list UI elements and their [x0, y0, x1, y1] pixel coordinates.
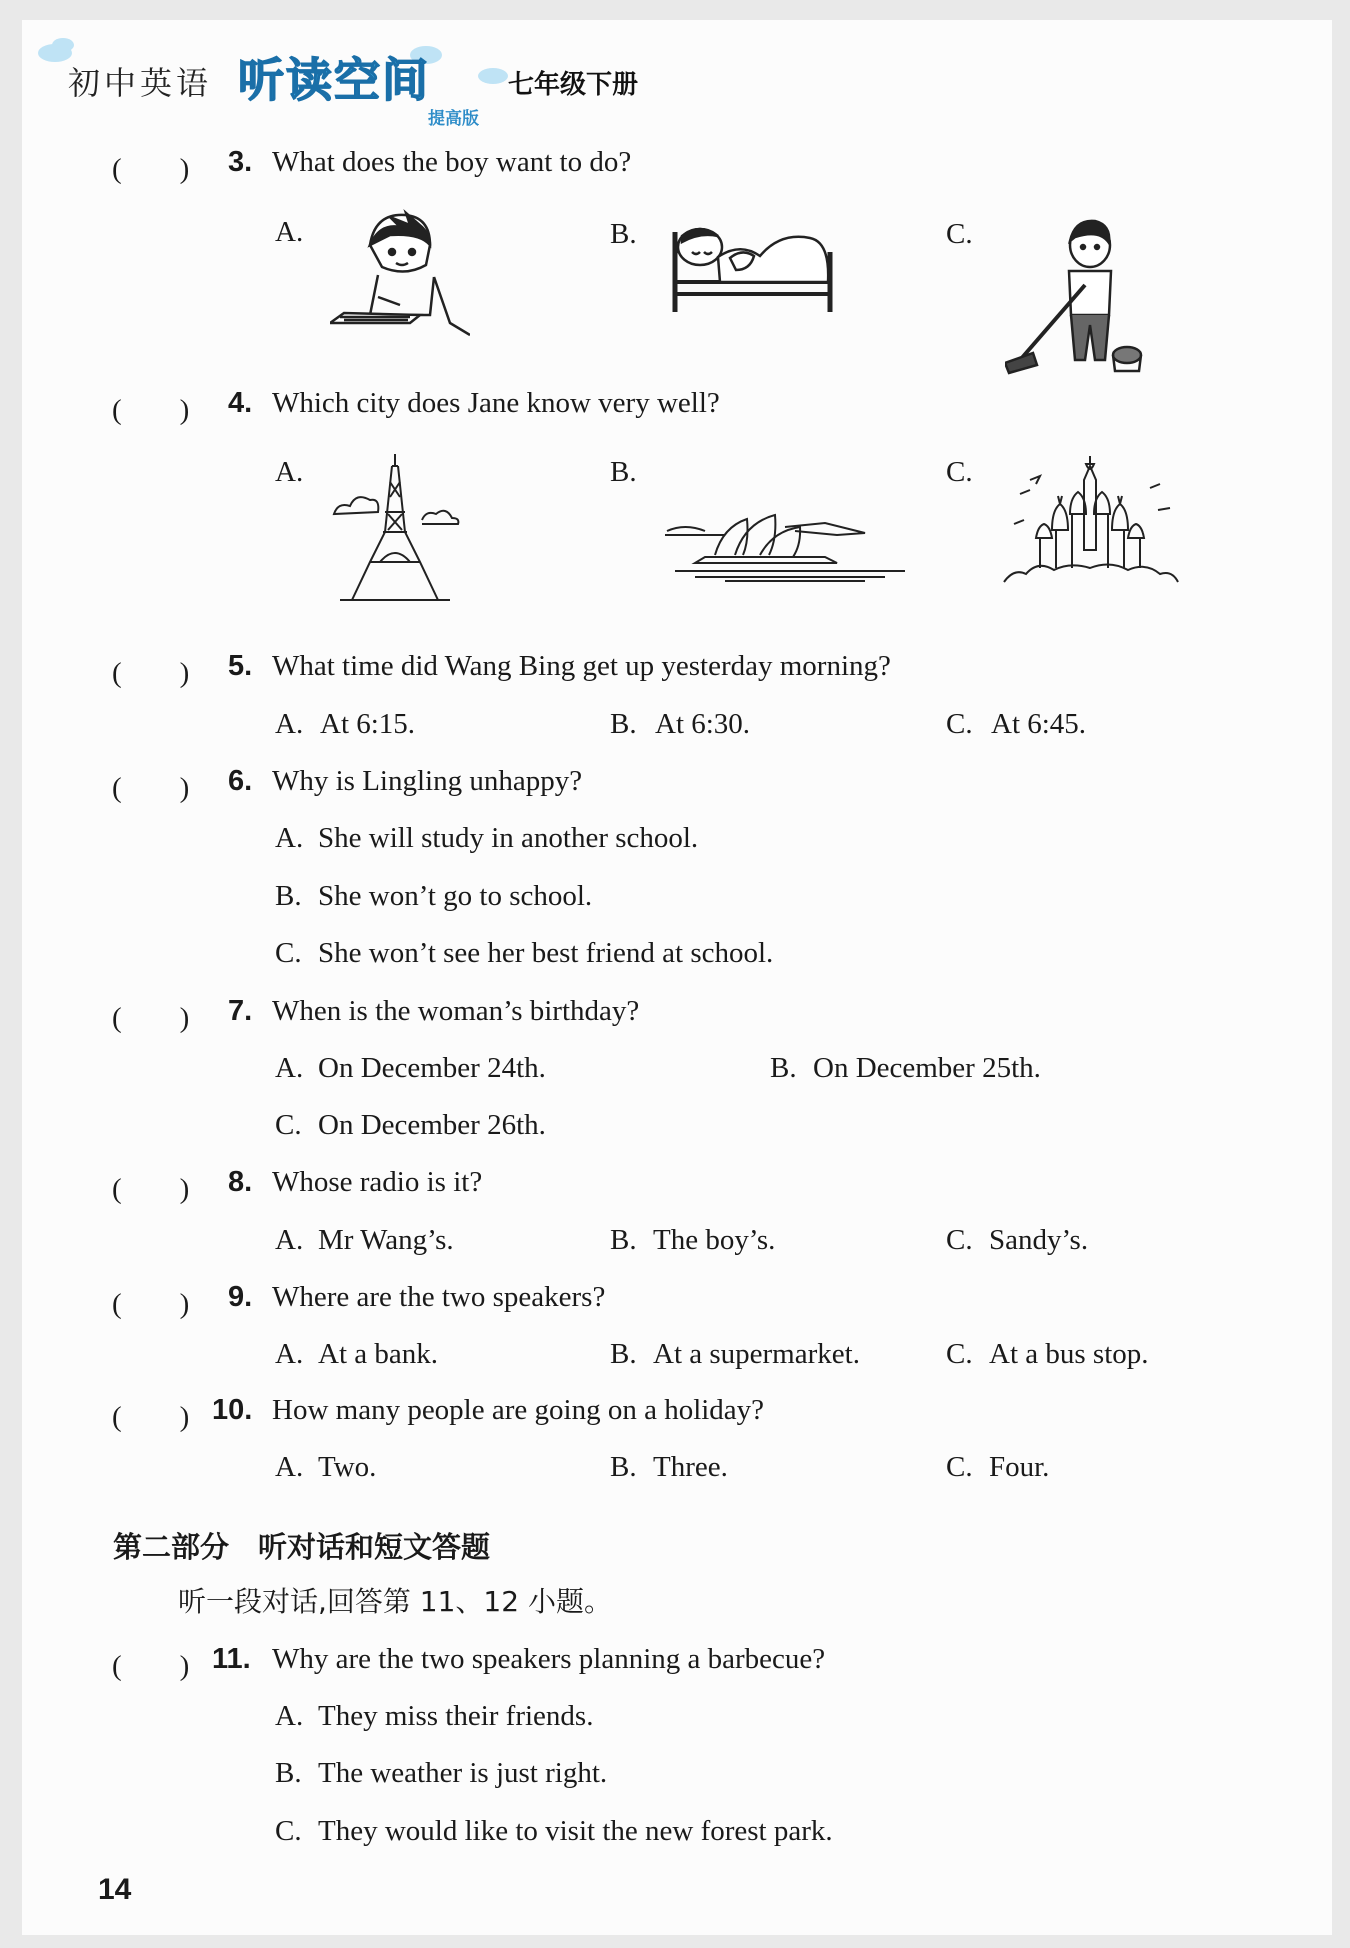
option-text[interactable]: The boy’s.	[653, 1224, 776, 1256]
option-text[interactable]: Three.	[653, 1451, 728, 1483]
option-text[interactable]: At a bank.	[318, 1338, 438, 1370]
option-label: C.	[946, 1224, 973, 1256]
option-text[interactable]: On December 24th.	[318, 1052, 546, 1084]
option-label: C.	[946, 456, 973, 488]
question-text: Where are the two speakers?	[272, 1281, 606, 1313]
option-label: A.	[275, 1700, 304, 1732]
section-instruction: 听一段对话,回答第 11、12 小题。	[178, 1585, 612, 1618]
answer-blank[interactable]: ( )	[112, 1002, 190, 1034]
option-label: B.	[610, 1451, 637, 1483]
option-label: C.	[946, 708, 973, 740]
option-text[interactable]: On December 26th.	[318, 1109, 546, 1141]
question-text: What does the boy want to do?	[272, 146, 632, 178]
option-text[interactable]: Two.	[318, 1451, 377, 1483]
option-label: B.	[610, 1224, 637, 1256]
option-label: A.	[275, 1224, 304, 1256]
question-text: How many people are going on a holiday?	[272, 1394, 765, 1426]
answer-blank[interactable]: ( )	[112, 657, 190, 689]
eiffel-tower-icon[interactable]	[330, 452, 460, 607]
question-number: 3.	[228, 146, 253, 178]
page-number: 14	[98, 1873, 132, 1906]
cloud-icon	[478, 68, 508, 84]
question-number: 10.	[212, 1394, 253, 1426]
option-label: B.	[275, 880, 302, 912]
answer-blank[interactable]: ( )	[112, 1401, 190, 1433]
boy-mopping-floor-icon[interactable]	[1005, 215, 1150, 375]
option-text[interactable]: She will study in another school.	[318, 822, 699, 854]
question-number: 5.	[228, 650, 253, 682]
answer-blank[interactable]: ( )	[112, 772, 190, 804]
option-text[interactable]: She won’t see her best friend at school.	[318, 937, 774, 969]
option-label: C.	[275, 937, 302, 969]
option-text[interactable]: Mr Wang’s.	[318, 1224, 454, 1256]
option-text[interactable]: The weather is just right.	[318, 1757, 608, 1789]
question-number: 9.	[228, 1281, 253, 1313]
option-text[interactable]: At a supermarket.	[653, 1338, 860, 1370]
option-text[interactable]: They would like to visit the new forest park.	[318, 1815, 833, 1847]
option-label: B.	[275, 1757, 302, 1789]
question-number: 7.	[228, 995, 253, 1027]
option-label: B.	[610, 456, 637, 488]
question-text: Why are the two speakers planning a barbecue?	[272, 1643, 826, 1675]
option-label: A.	[275, 216, 304, 248]
option-label: B.	[610, 708, 637, 740]
option-text[interactable]: They miss their friends.	[318, 1700, 594, 1732]
option-text[interactable]: At a bus stop.	[989, 1338, 1149, 1370]
option-text[interactable]: At 6:30.	[655, 708, 751, 740]
option-label: A.	[275, 1338, 304, 1370]
question-text: Why is Lingling unhappy?	[272, 765, 583, 797]
boy-writing-homework-icon[interactable]	[330, 205, 470, 345]
answer-blank[interactable]: ( )	[112, 1650, 190, 1682]
answer-blank[interactable]: ( )	[112, 153, 190, 185]
question-number: 11.	[212, 1643, 251, 1675]
option-text[interactable]: At 6:15.	[320, 708, 416, 740]
question-number: 6.	[228, 765, 253, 797]
option-label: A.	[275, 456, 304, 488]
series-prefix: 初中英语	[68, 64, 213, 102]
question-text: Which city does Jane know very well?	[272, 387, 720, 419]
option-label: C.	[275, 1815, 302, 1847]
saint-basils-cathedral-icon[interactable]	[1000, 450, 1180, 590]
option-label: A.	[275, 708, 304, 740]
option-label: A.	[275, 1052, 304, 1084]
question-text: What time did Wang Bing get up yesterday morning?	[272, 650, 891, 682]
option-label: A.	[275, 822, 304, 854]
option-text[interactable]: On December 25th.	[813, 1052, 1041, 1084]
brand-logo: 听读空间	[238, 53, 430, 107]
option-label: B.	[610, 1338, 637, 1370]
option-text[interactable]: She won’t go to school.	[318, 880, 593, 912]
option-label: C.	[946, 218, 973, 250]
sydney-opera-house-icon[interactable]	[665, 505, 910, 585]
answer-blank[interactable]: ( )	[112, 1288, 190, 1320]
page-header	[38, 38, 738, 128]
question-text: When is the woman’s birthday?	[272, 995, 640, 1027]
question-text: Whose radio is it?	[272, 1166, 483, 1198]
option-label: C.	[946, 1338, 973, 1370]
option-label: B.	[770, 1052, 797, 1084]
boy-sleeping-in-bed-icon[interactable]	[670, 212, 835, 322]
edition-label: 提高版	[428, 109, 479, 129]
option-text[interactable]: Four.	[989, 1451, 1050, 1483]
option-label: C.	[946, 1451, 973, 1483]
answer-blank[interactable]: ( )	[112, 394, 190, 426]
grade-label: 七年级下册	[508, 70, 639, 100]
option-label: C.	[275, 1109, 302, 1141]
option-label: A.	[275, 1451, 304, 1483]
option-label: B.	[610, 218, 637, 250]
option-text[interactable]: Sandy’s.	[989, 1224, 1089, 1256]
question-number: 4.	[228, 387, 253, 419]
cloud-icon	[52, 38, 74, 52]
option-text[interactable]: At 6:45.	[991, 708, 1087, 740]
answer-blank[interactable]: ( )	[112, 1173, 190, 1205]
section-title: 第二部分 听对话和短文答题	[113, 1530, 491, 1564]
question-number: 8.	[228, 1166, 253, 1198]
